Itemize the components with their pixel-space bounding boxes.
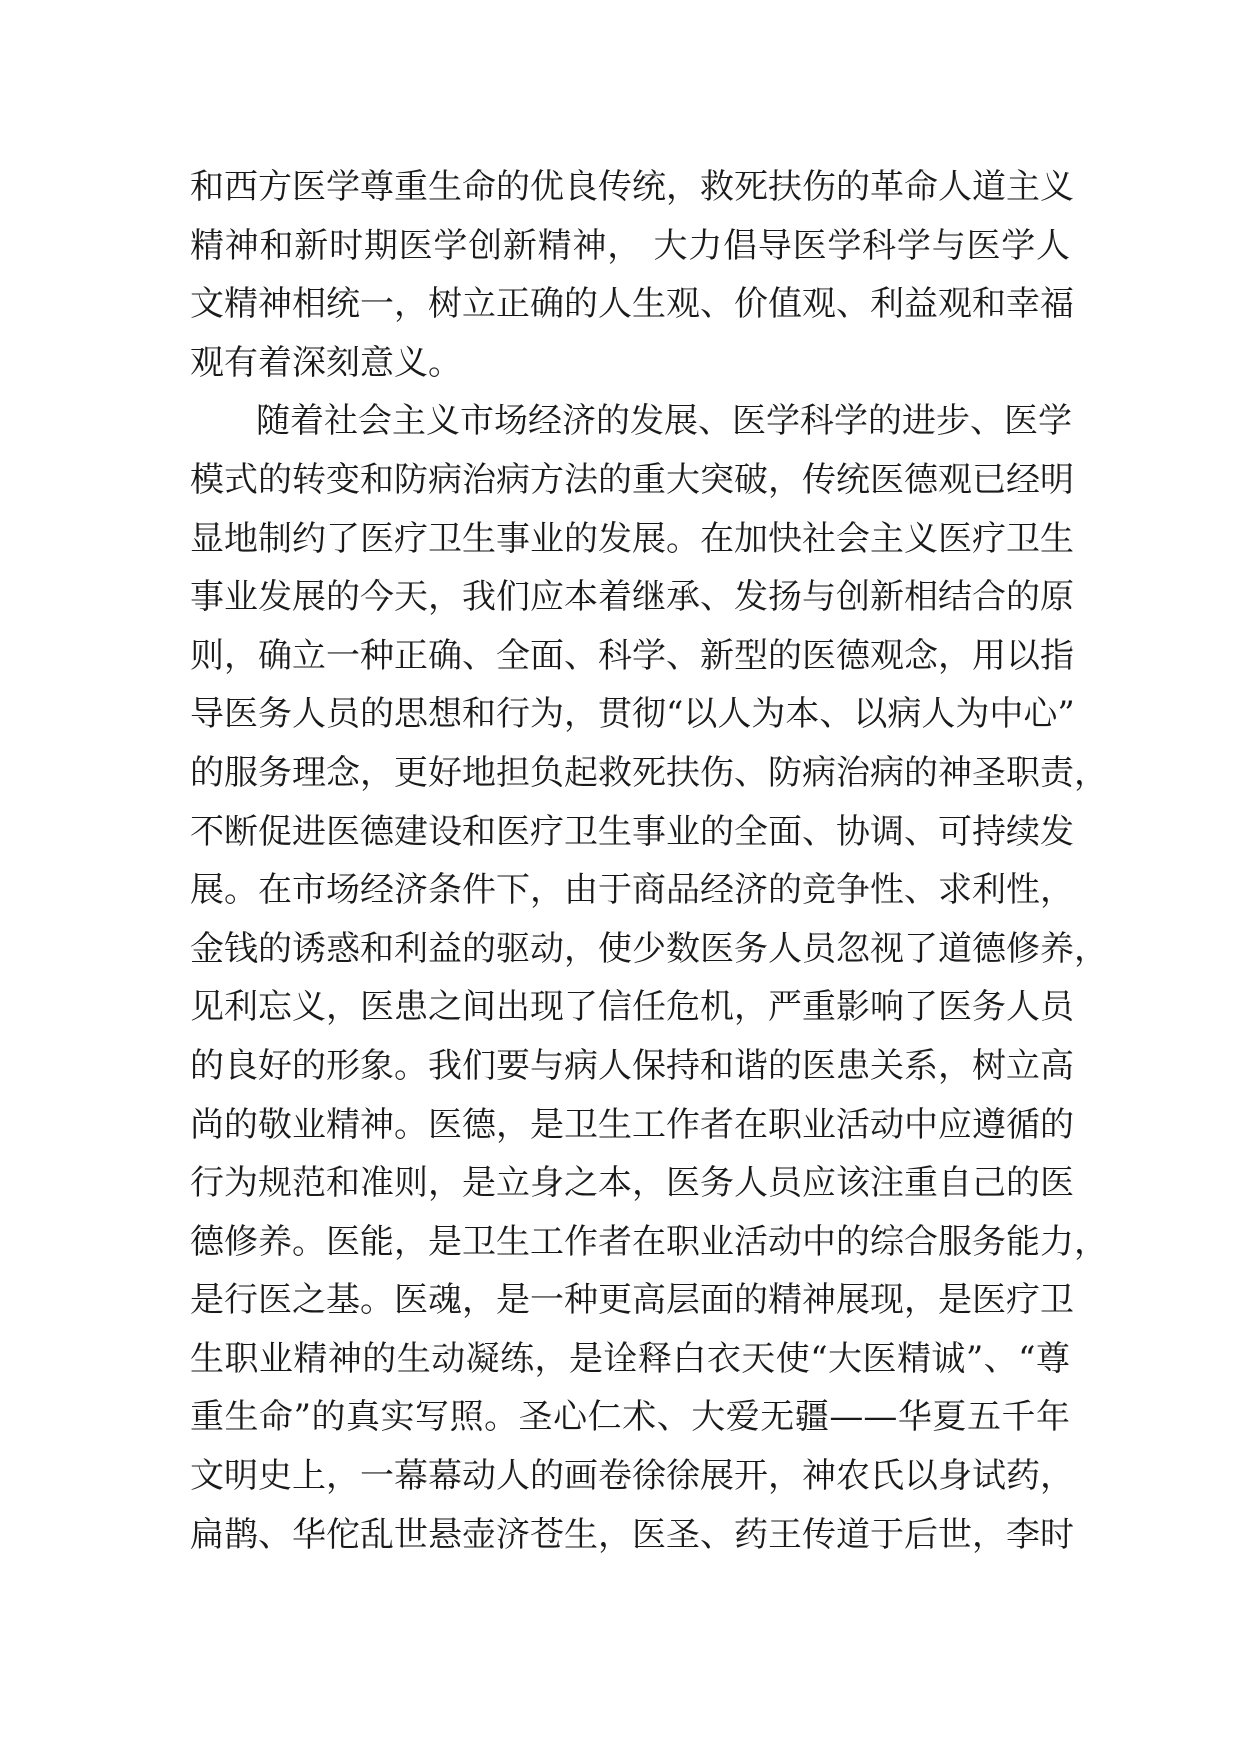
text-line: 行为规范和准则，是立身之本，医务人员应该注重自己的医 (190, 1163, 1074, 1204)
text-line: 德修养。医能，是卫生工作者在职业活动中的综合服务能力， (190, 1221, 1108, 1262)
text-line: 的良好的形象。我们要与病人保持和谐的医患关系，树立高 (190, 1045, 1074, 1086)
text-line: 观有着深刻意义。 (190, 342, 462, 383)
text-line: 是行医之基。医魂，是一种更高层面的精神展现，是医疗卫 (190, 1280, 1074, 1321)
text-line: 生职业精神的生动凝练，是诠释白衣天使“大医精诚”、“尊 (190, 1338, 1070, 1379)
body-text (190, 158, 1108, 1564)
text-line: 重生命”的真实写照。圣心仁术、大爱无疆——华夏五千年 (190, 1397, 1070, 1438)
text-line: 文明史上，一幕幕动人的画卷徐徐展开，神农氏以身试药， (190, 1456, 1074, 1497)
text-line: 不断促进医德建设和医疗卫生事业的全面、协调、可持续发 (190, 811, 1074, 852)
text-line: 文精神相统一，树立正确的人生观、价值观、利益观和幸福 (190, 284, 1074, 325)
text-line: 见利忘义，医患之间出现了信任危机，严重影响了医务人员 (190, 987, 1074, 1028)
text-line: 扁鹊、华佗乱世悬壶济苍生，医圣、药王传道于后世，李时 (190, 1514, 1074, 1555)
text-line: 导医务人员的思想和行为，贯彻“以人为本、以病人为中心” (190, 694, 1075, 735)
text-line: 显地制约了医疗卫生事业的发展。在加快社会主义医疗卫生 (190, 518, 1074, 559)
text-line: 随着社会主义市场经济的发展、医学科学的进步、医学 (256, 401, 1072, 442)
text-line: 精神和新时期医学创新精神， 大力倡导医学科学与医学人 (190, 225, 1070, 266)
text-line: 模式的转变和防病治病方法的重大突破，传统医德观已经明 (190, 459, 1074, 500)
text-line: 展。在市场经济条件下，由于商品经济的竞争性、求利性， (190, 870, 1074, 911)
text-line: 的服务理念，更好地担负起救死扶伤、防病治病的神圣职责， (190, 752, 1108, 793)
text-line: 则，确立一种正确、全面、科学、新型的医德观念，用以指 (190, 635, 1074, 676)
text-line: 事业发展的今天，我们应本着继承、发扬与创新相结合的原 (190, 577, 1074, 618)
text-line: 尚的敬业精神。医德，是卫生工作者在职业活动中应遵循的 (190, 1104, 1074, 1145)
text-line: 金钱的诱惑和利益的驱动，使少数医务人员忽视了道德修养， (190, 928, 1108, 969)
text-line: 和西方医学尊重生命的优良传统，救死扶伤的革命人道主义 (190, 167, 1074, 207)
